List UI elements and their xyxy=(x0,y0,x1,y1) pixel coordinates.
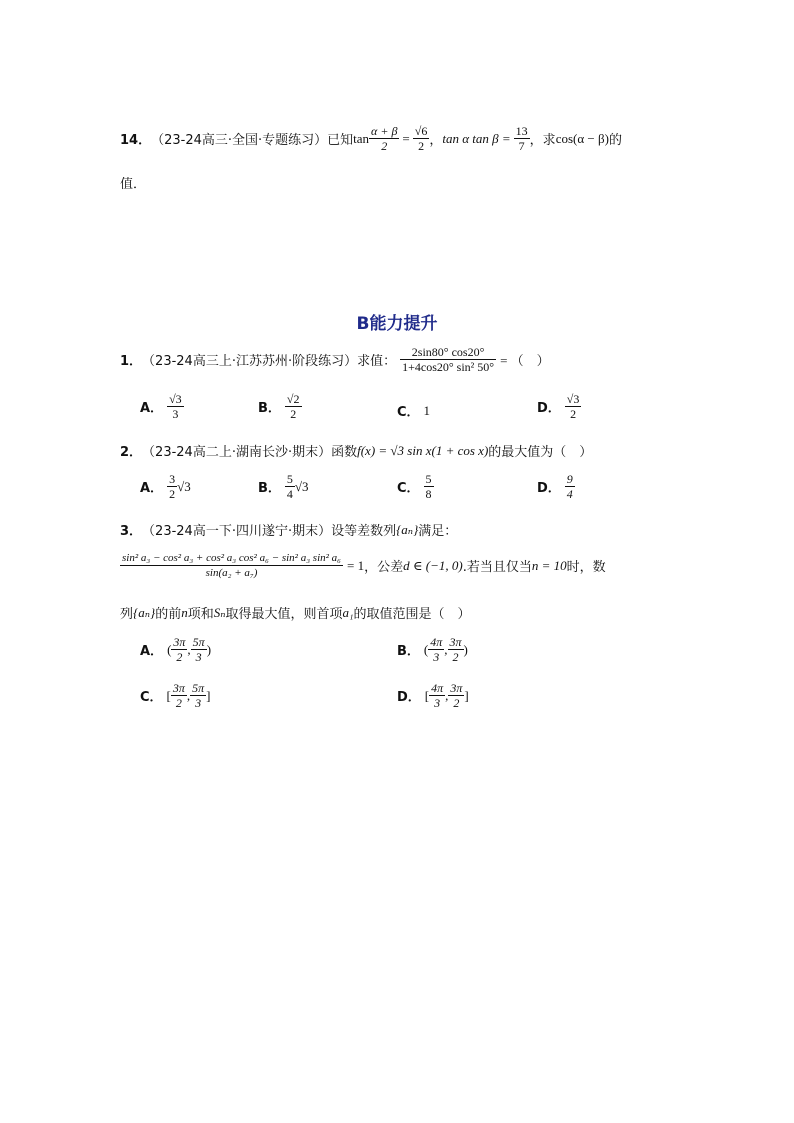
option-b[interactable]: B． $\frac{√2}{2}$ xyxy=(258,392,300,421)
option-value: $\frac{√2}{2}$ xyxy=(286,392,300,421)
option-a[interactable]: A． $\frac{3}{2}$ √3 xyxy=(140,472,191,501)
question-text: 设等差数列 xyxy=(331,524,397,539)
option-d[interactable]: D． [ $\frac{4\pi}{3}$ , $\frac{3\pi}{2}$ ] xyxy=(397,681,469,710)
n-condition: n = 10 xyxy=(531,557,567,573)
question-1 xyxy=(120,345,550,374)
question-3-line3: 列 {aₙ} 的前 n 项和 Sₙ 取得最大值，则首项 a₁ 的取值范围是（ ） xyxy=(120,604,471,622)
cos-expression: cos(α − β) xyxy=(555,130,609,146)
option-value: $\frac{√3}{2}$ xyxy=(566,392,580,421)
question-source: （23-24高三上·江苏苏州·阶段练习） xyxy=(142,354,358,369)
equals-sign: = xyxy=(402,130,410,146)
question-number: 14． xyxy=(120,133,152,148)
question-2 xyxy=(120,441,592,460)
fraction-13-7: $\frac{13}{7}$ xyxy=(515,124,528,153)
option-a[interactable]: A． $\frac{√3}{3}$ xyxy=(140,392,182,421)
question-tail: 的最大值为（ ） xyxy=(488,445,593,460)
option-c[interactable]: C． $\frac{5}{8}$ xyxy=(397,472,432,501)
section-title: B能力提升 xyxy=(356,314,438,334)
fraction-alpha-beta: $\frac{\alpha + \beta}{2}$ xyxy=(371,124,398,153)
tan-word: tan xyxy=(353,130,370,146)
question-3-line1: 3． （23-24高一下·四川遂宁·期末） 设等差数列 {aₙ} 满足： xyxy=(120,521,458,539)
question-text: 已知 xyxy=(327,133,354,148)
question-tail: = （ ） xyxy=(500,353,550,368)
option-b[interactable]: B． ( $\frac{4\pi}{3}$ , $\frac{3\pi}{2}$ ) xyxy=(397,635,468,664)
question-number: 1． xyxy=(120,354,143,369)
comma: ， xyxy=(429,133,443,148)
option-c[interactable]: C． [ $\frac{3\pi}{2}$ , $\frac{5\pi}{3}$ ] xyxy=(140,681,211,710)
question-14-line1 xyxy=(120,124,622,153)
question-3-line2: $\frac{\text{sin² a₃ − cos² a₃ + cos² a₃ cos² a₆ − sin² a₃ sin² a₆}}{\text{sin(a₂ + a₇)}}$ = 1 ，公差 d ∈ (−1, 0) .若当且仅当 n = 10 时，数 xyxy=(122,552,606,579)
option-d[interactable]: D． $\frac{9}{4}$ xyxy=(537,472,573,501)
fraction-sqrt6: $\frac{√6}{2}$ xyxy=(414,124,428,153)
question-suffix: 的 xyxy=(608,133,622,148)
question-ask: ，求 xyxy=(529,133,556,148)
question-text: 求值： xyxy=(357,354,397,369)
option-value: 1 xyxy=(423,402,431,418)
question-number: 2． xyxy=(120,445,143,460)
option-value: $\frac{√3}{3}$ xyxy=(169,392,182,421)
tan-product: tan α tan β = xyxy=(442,130,511,146)
question-source: （23-24高一下·四川遂宁·期末） xyxy=(142,524,332,539)
question-14-line2: 值． xyxy=(120,177,147,192)
question-source: （23-24高三·全国·专题练习） xyxy=(151,133,328,148)
option-a[interactable]: A． ( $\frac{3\pi}{2}$ , $\frac{5\pi}{3}$ ) xyxy=(140,635,212,664)
question-text: 函数 xyxy=(331,445,358,460)
function-expression: f(x) = √3 sin x(1 + cos x) xyxy=(357,442,489,458)
option-b[interactable]: B． $\frac{5}{4}$ √3 xyxy=(258,472,309,501)
expression-fraction: $\frac{2\sin 80^\circ \cos 20^\circ}{\text{1+4cos20° sin² 50°}}$ xyxy=(402,345,495,374)
option-c[interactable]: C． 1 xyxy=(397,402,431,420)
question-number: 3． xyxy=(120,524,143,539)
condition-fraction: $\frac{\text{sin² a₃ − cos² a₃ + cos² a₃ cos² a₆ − sin² a₃ sin² a₆}}{\text{sin(a₂ + a₇)}}$ xyxy=(122,552,342,579)
sequence: {aₙ} xyxy=(396,521,419,537)
question-source: （23-24高二上·湖南长沙·期末） xyxy=(142,445,332,460)
d-range: d ∈ (−1, 0) xyxy=(403,557,463,573)
option-d[interactable]: D． $\frac{√3}{2}$ xyxy=(537,392,580,421)
